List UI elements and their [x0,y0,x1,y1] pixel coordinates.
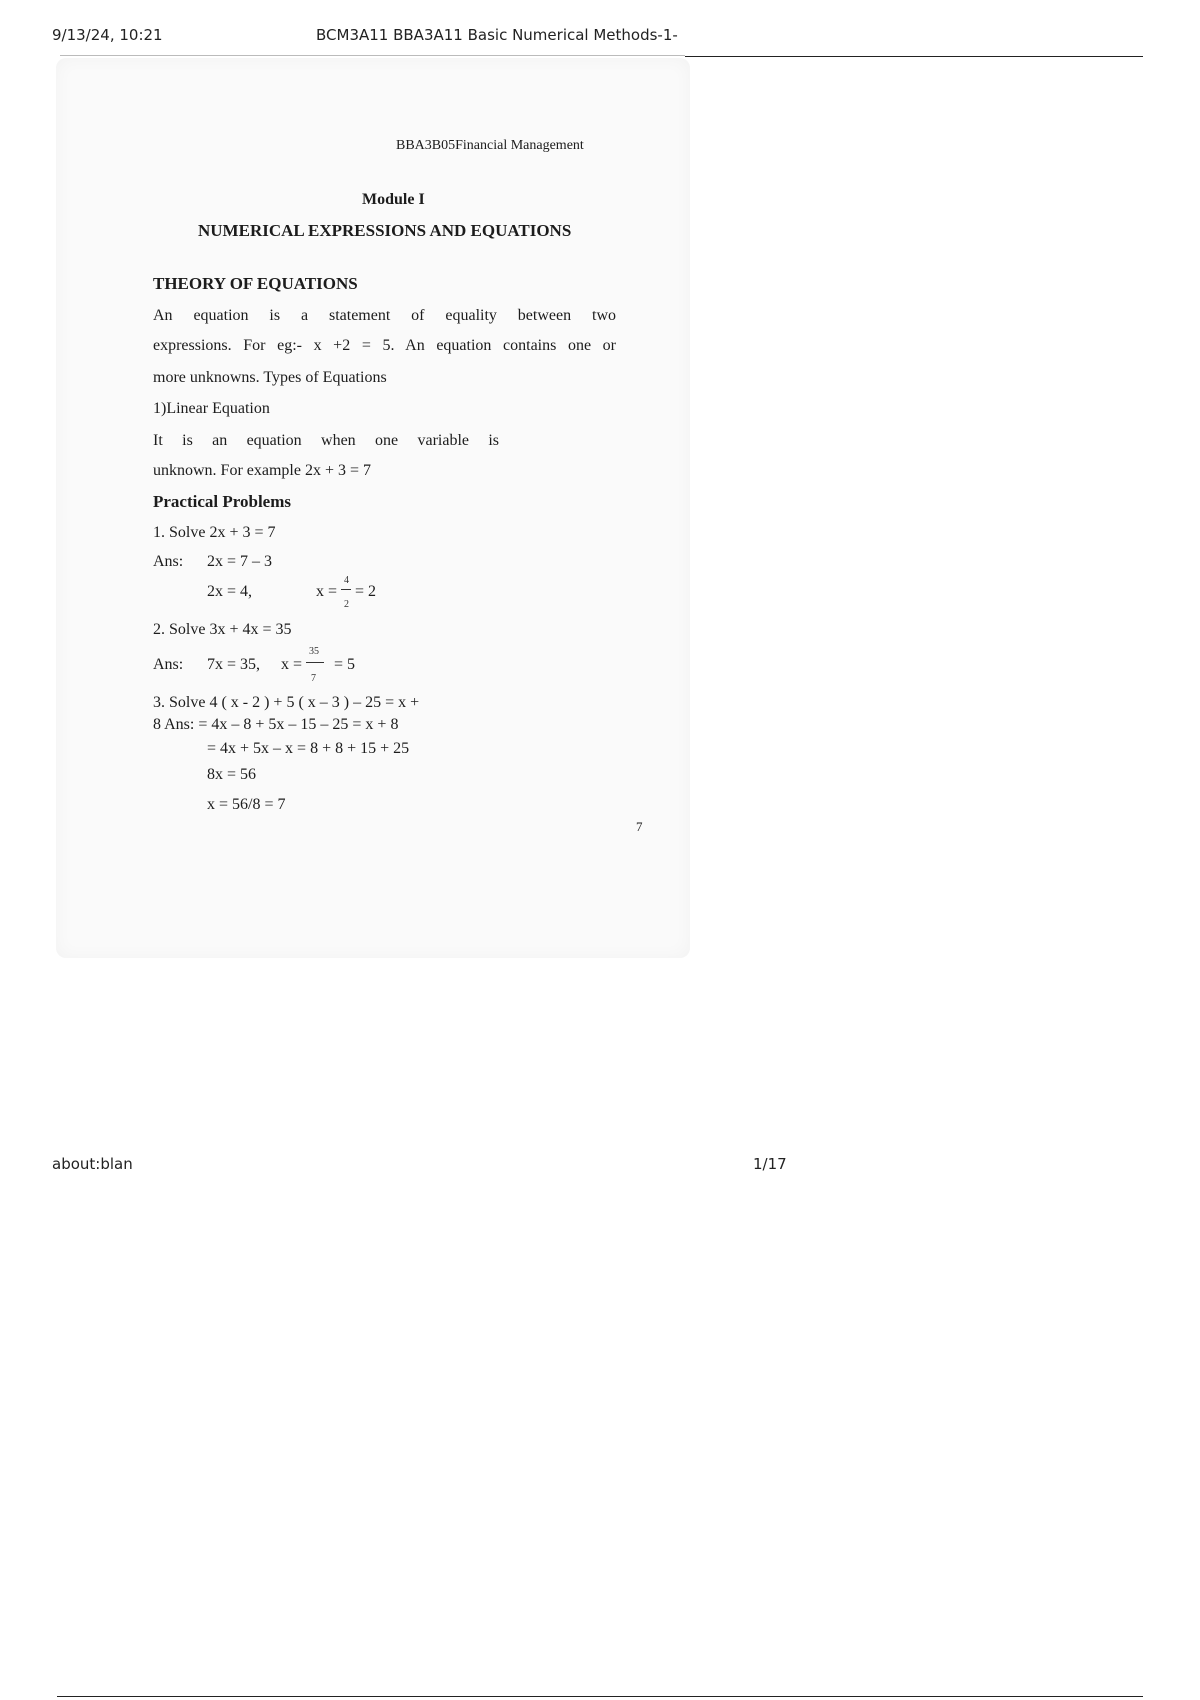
running-head: BBA3B05Financial Management [396,138,584,153]
linear-equation-heading: 1)Linear Equation [153,400,270,417]
section-title: THEORY OF EQUATIONS [153,274,358,293]
chapter-title: NUMERICAL EXPRESSIONS AND EQUATIONS [198,221,572,240]
problem-3-question: 3. Solve 4 ( x - 2 ) + 5 ( x – 3 ) – 25 = x + [153,694,420,711]
intro-line: An equation is a statement of equality between two [153,307,616,324]
footer-rule [57,1696,1143,1697]
problem-2-x-result: = 5 [334,656,356,673]
page-number: 7 [636,819,643,834]
problem-1-question: 1. Solve 2x + 3 = 7 [153,524,276,541]
problem-1-ans-label: Ans: [153,553,184,570]
intro-paragraph [153,308,616,368]
print-url: about:blan [52,1155,133,1173]
header-rule [685,56,1143,57]
problem-1-fraction-numerator: 4 [344,575,349,586]
print-doc-title: BCM3A11 BBA3A11 Basic Numerical Methods-1- [316,26,678,44]
intro-line: expressions. For eg:- x +2 = 5. An equation contains one or [153,337,616,354]
problem-3-step-2: 8x = 56 [207,766,257,783]
linear-line-2: unknown. For example 2x + 3 = 7 [153,462,372,479]
problem-3-step-3: x = 56/8 = 7 [207,796,286,813]
linear-line-1 [153,433,499,449]
module-heading: Module I [362,191,425,208]
problem-1-x-prefix: x = [316,583,338,600]
problem-2-step: 7x = 35, [207,656,261,673]
problem-3-ans-line: 8 Ans: = 4x – 8 + 5x – 15 – 25 = x + 8 [153,716,399,733]
problem-2-fraction-numerator: 35 [309,646,319,657]
problem-1-step-1: 2x = 7 – 3 [207,553,273,570]
problem-2-ans-label: Ans: [153,656,184,673]
problem-3-step-1: = 4x + 5x – x = 8 + 8 + 15 + 25 [207,740,410,757]
problem-1-step-2: 2x = 4, [207,583,253,600]
print-header [52,26,1142,56]
problem-1-fraction-bar [341,589,351,590]
problem-2-fraction-bar [306,662,324,663]
practical-problems-heading: Practical Problems [153,492,292,511]
problem-2-x-prefix: x = [281,656,303,673]
problem-1-fraction-denominator: 2 [344,599,349,610]
print-page-count: 1/17 [753,1155,787,1173]
print-datetime: 9/13/24, 10:21 [52,26,163,44]
problem-2-question: 2. Solve 3x + 4x = 35 [153,621,292,638]
problem-2-fraction-denominator: 7 [311,673,316,684]
header-rule-faint [60,55,685,56]
intro-last-line: more unknowns. Types of Equations [153,369,387,386]
linear-line-1-text: It is an equation when one variable is [153,432,499,449]
problem-1-x-result: = 2 [355,583,377,600]
